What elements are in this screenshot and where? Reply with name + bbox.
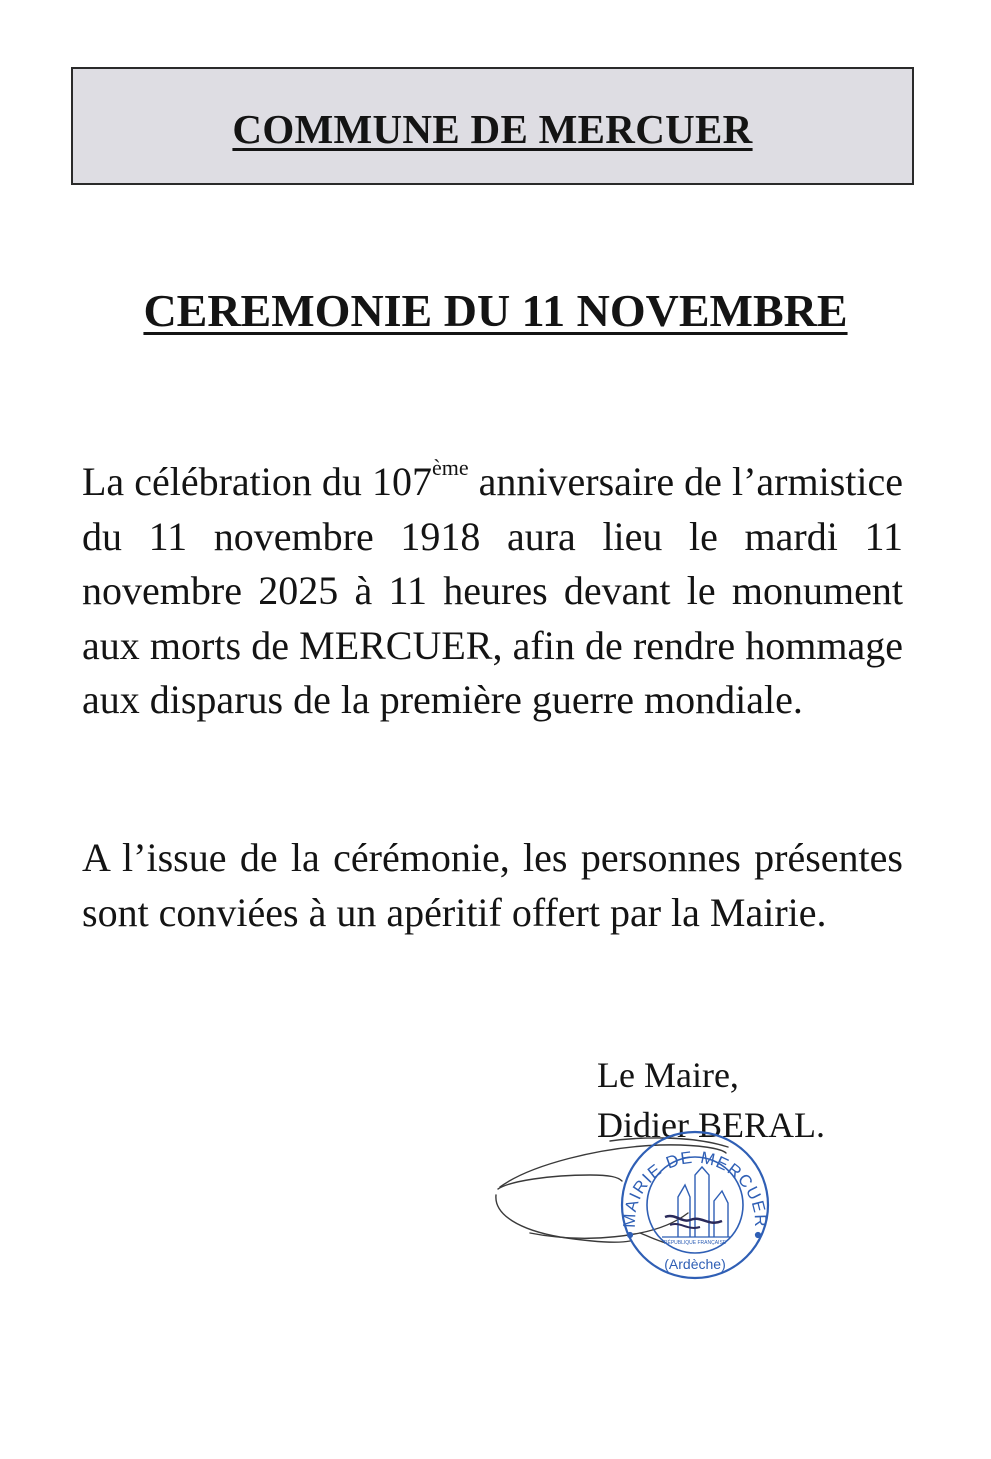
ceremony-title: CEREMONIE DU 11 NOVEMBRE	[143, 285, 848, 336]
seal-small-text: RÉPUBLIQUE FRANÇAISE	[663, 1240, 727, 1246]
commune-title: COMMUNE DE MERCUER	[232, 106, 753, 152]
seal-ring-text: MAIRIE DE MERCUER	[619, 1147, 771, 1229]
ordinal-superscript: ème	[431, 455, 469, 480]
announcement-text-start: La célébration du 107	[82, 459, 432, 504]
seal-bottom-text: (Ardèche)	[664, 1256, 726, 1272]
signature-name: Didier BERAL.	[597, 1105, 825, 1145]
announcement-paragraph	[82, 455, 903, 728]
seal-graphic	[490, 1125, 790, 1300]
reception-paragraph: A l’issue de la cérémonie, les personnes présentes sont conviées à un apéritif offert par la Mairie.	[82, 835, 903, 935]
signature-role: Le Maire,	[597, 1055, 739, 1095]
signature-and-seal	[490, 1125, 790, 1300]
header-box	[71, 67, 914, 185]
announcement-text-rest: anniversaire de l’armistice du 11 novembre 1918 aura lieu le mardi 11 novembre 2025 à 11 heures devant le monument aux morts de MERCUER, afin de rendre hommage aux disparus de la première guerre mondiale.	[82, 459, 903, 722]
